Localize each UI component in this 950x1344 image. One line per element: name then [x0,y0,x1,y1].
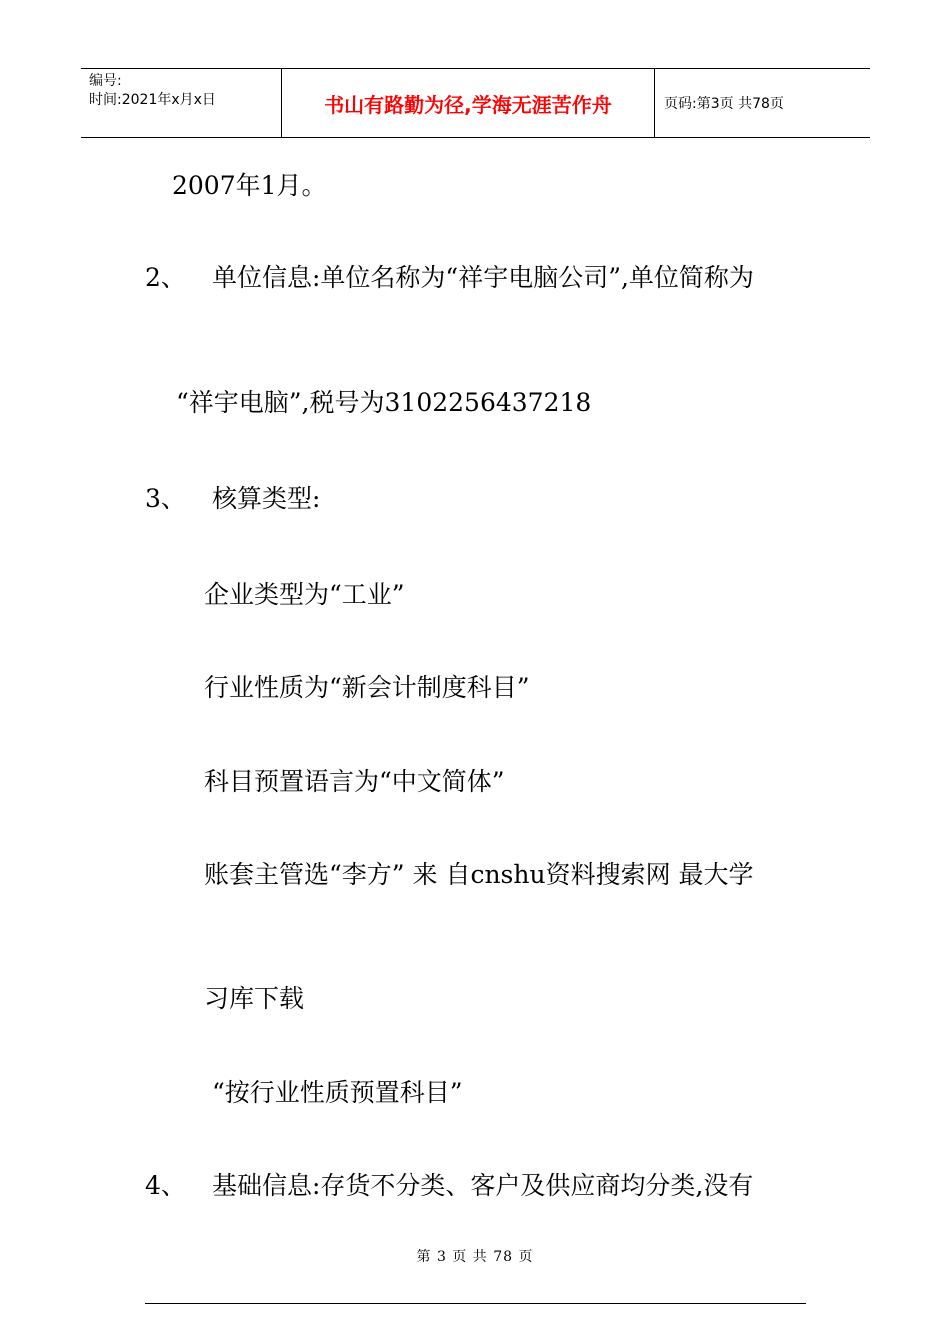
item-4-number: 4、 [145,1171,186,1200]
footer-divider [145,1303,806,1304]
header-motto: 书山有路勤为径,学海无涯苦作舟 [282,69,655,137]
time-label: 时间:2021年x月x日 [89,92,216,108]
download-line: 习库下载 [204,984,305,1013]
enterprise-type-line: 企业类型为“工业” [204,580,405,609]
item-2-continuation: “祥宇电脑”,税号为3102256437218 [176,388,592,417]
item-2-text: 单位信息:单位名称为“祥宇电脑公司”,单位简称为 [212,263,754,292]
number-label: 编号: [89,73,122,89]
footer-page-number: 第 3 页 共 78 页 [416,1249,534,1265]
industry-nature-line: 行业性质为“新会计制度科目” [204,673,530,702]
supervisor-line: 账套主管选“李方” 来 自cnshu资料搜索网 最大学 [204,860,754,889]
item-3-text: 核算类型: [212,484,321,513]
page-header [81,68,870,138]
date-line: 2007年1月。 [172,171,327,200]
item-4-text: 基础信息:存货不分类、客户及供应商均分类,没有 [212,1171,754,1200]
account-language-line: 科目预置语言为“中文简体” [204,767,505,796]
header-page-info: 页码:第3页 共78页 [664,96,784,112]
item-2-number: 2、 [145,263,186,292]
header-info-cell [81,69,282,137]
item-3-number: 3、 [145,484,186,513]
preset-accounts-line: “按行业性质预置科目” [212,1078,463,1107]
